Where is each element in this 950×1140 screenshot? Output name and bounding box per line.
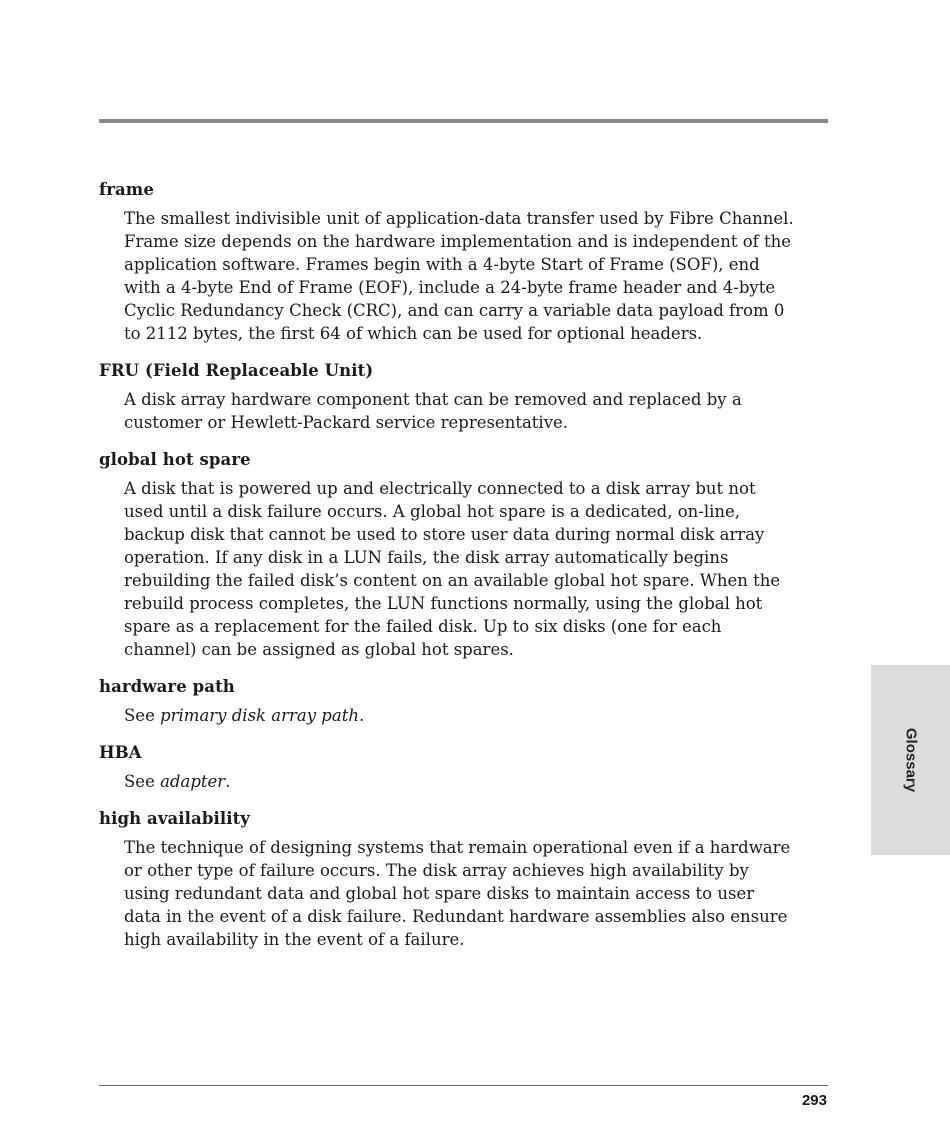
glossary-entry-high-availability xyxy=(99,807,799,951)
glossary-side-tab[interactable] xyxy=(871,665,950,855)
term-heading: high availability xyxy=(99,809,250,828)
term-heading: HBA xyxy=(99,743,142,762)
term-definition: A disk array hardware component that can be removed and replaced by a customer or Hewlett-Packard service representative. xyxy=(124,390,742,432)
term-definition xyxy=(124,770,796,793)
glossary-entry-fru xyxy=(99,359,799,434)
side-tab-label: Glossary xyxy=(902,727,919,793)
footer-rule xyxy=(99,1085,828,1086)
cross-reference-link[interactable]: primary disk array path xyxy=(160,706,359,725)
term-heading: FRU (Field Replaceable Unit) xyxy=(99,361,374,380)
see-prefix: See xyxy=(124,772,161,791)
header-rule xyxy=(99,119,828,123)
term-definition xyxy=(124,704,796,727)
cross-reference-link[interactable]: adapter xyxy=(160,772,226,791)
page-number: 293 xyxy=(801,1092,827,1109)
glossary-content xyxy=(99,178,799,965)
term-heading: hardware path xyxy=(99,677,235,696)
term-heading: frame xyxy=(99,180,154,199)
see-suffix: . xyxy=(225,772,231,791)
term-definition: The smallest indivisible unit of application-data transfer used by Fibre Channel. Frame size depends on the hardware implementation and is independent of the application software. Frames begin with a 4-byte Start of Frame (SOF), end with a 4-byte End of Frame (EOF), include a 24-byte frame header and 4-byte Cyclic Redundancy Check (CRC), and can carry a variable data payload from 0 to 2112 bytes, the first 64 of which can be used for optional headers. xyxy=(124,209,794,343)
term-definition: A disk that is powered up and electrically connected to a disk array but not used until a disk failure occurs. A global hot spare is a dedicated, on-line, backup disk that cannot be used to store user data during normal disk array operation. If any disk in a LUN fails, the disk array automatically begins rebuilding the failed disk’s content on an available global hot spare. When the rebuild process completes, the LUN functions normally, using the global hot spare as a replacement for the failed disk. Up to six disks (one for each channel) can be assigned as global hot spares. xyxy=(124,479,781,659)
glossary-entry-frame xyxy=(99,178,799,345)
glossary-entry-global-hot-spare xyxy=(99,448,799,661)
see-prefix: See xyxy=(124,706,161,725)
term-definition: The technique of designing systems that remain operational even if a hardware or other type of failure occurs. The disk array achieves high availability by using redundant data and global hot spare disks to maintain access to user data in the event of a disk failure. Redundant hardware assemblies also ensure high availability in the event of a failure. xyxy=(124,838,791,949)
glossary-entry-hba xyxy=(99,741,799,793)
see-suffix: . xyxy=(358,706,365,725)
glossary-entry-hardware-path xyxy=(99,675,799,727)
term-heading: global hot spare xyxy=(99,450,251,469)
